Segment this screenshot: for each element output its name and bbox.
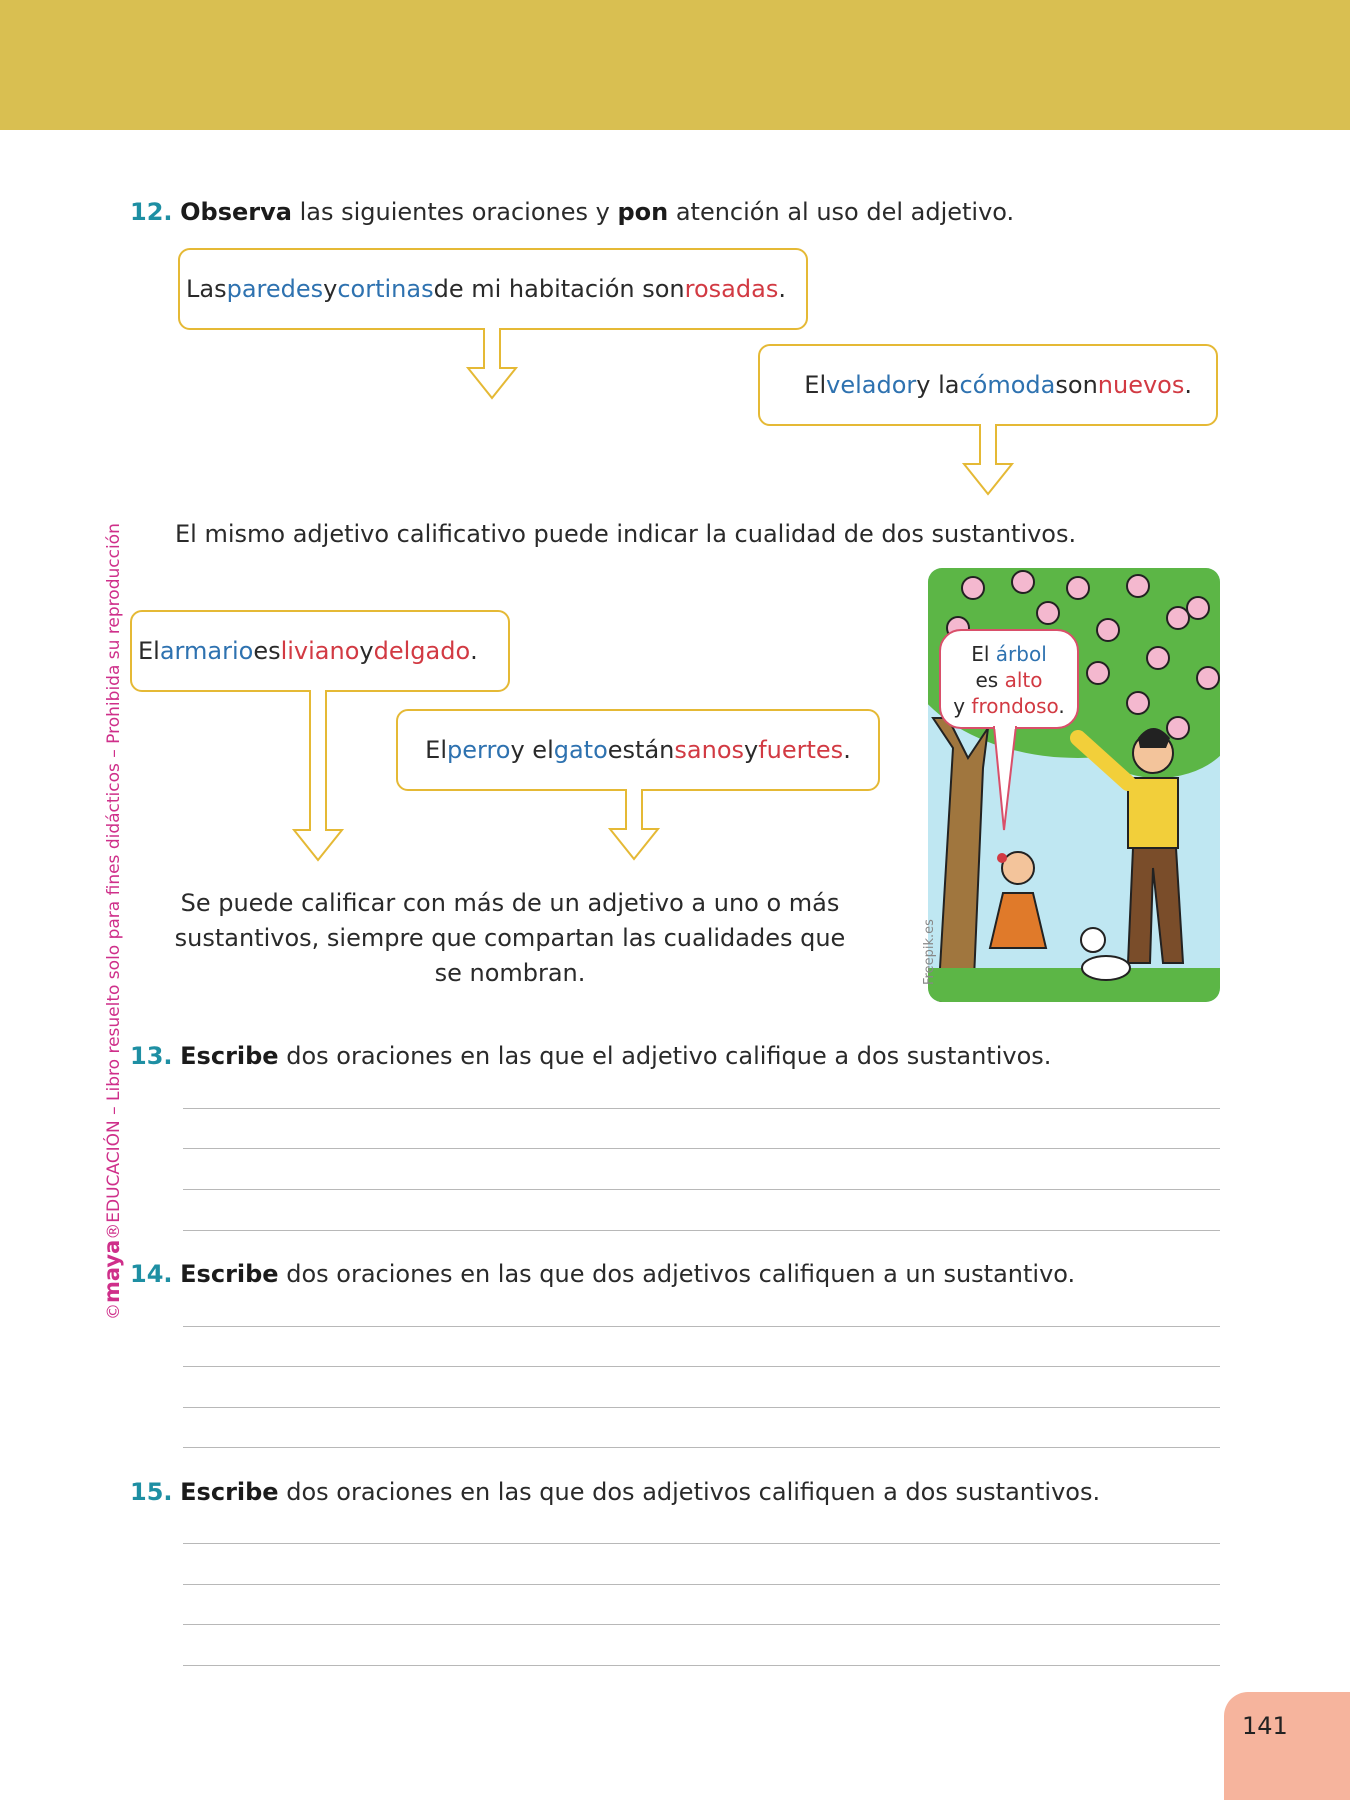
image-credit: Freepik.es — [922, 919, 937, 985]
top-banner — [0, 0, 1350, 130]
question-13: 13. Escribe dos oraciones en las que el adjetivo califique a dos sustantivos. — [130, 1042, 1052, 1070]
answer-line[interactable] — [183, 1447, 1220, 1448]
answer-line[interactable] — [183, 1326, 1220, 1327]
speech-bubble-tail — [990, 726, 1020, 836]
question-14: 14. Escribe dos oraciones en las que dos adjetivos califiquen a un sustantivo. — [130, 1260, 1076, 1288]
answer-line[interactable] — [183, 1148, 1220, 1149]
example-box-1: Las paredes y cortinas de mi habitación son rosadas . — [178, 248, 808, 330]
answer-line[interactable] — [183, 1543, 1220, 1544]
answer-line[interactable] — [183, 1624, 1220, 1625]
example-box-2: El velador y la cómoda son nuevos . — [758, 344, 1218, 426]
answer-line[interactable] — [183, 1230, 1220, 1231]
answer-line[interactable] — [183, 1108, 1220, 1109]
question-15: 15. Escribe dos oraciones en las que dos adjetivos califiquen a dos sustantivos. — [130, 1478, 1101, 1506]
answer-line[interactable] — [183, 1366, 1220, 1367]
example-box-4: El perro y el gato están sanos y fuertes . — [396, 709, 880, 791]
rule-note-1: El mismo adjetivo calificativo puede indicar la cualidad de dos sustantivos. — [175, 520, 1077, 548]
example-box-3: El armario es liviano y delgado . — [130, 610, 510, 692]
down-arrow-icon — [958, 424, 1018, 498]
down-arrow-icon — [604, 789, 664, 863]
down-arrow-icon — [288, 690, 348, 864]
answer-line[interactable] — [183, 1665, 1220, 1666]
brand-logo-text: maya — [100, 1239, 124, 1303]
answer-line[interactable] — [183, 1189, 1220, 1190]
speech-bubble: El árbol es alto y frondoso. — [939, 629, 1079, 729]
question-12: 12. Observa las siguientes oraciones y pon atención al uso del adjetivo. — [130, 198, 1015, 226]
answer-line[interactable] — [183, 1584, 1220, 1585]
down-arrow-icon — [462, 328, 522, 402]
answer-line[interactable] — [183, 1407, 1220, 1408]
page-number: 141 — [1242, 1712, 1288, 1740]
copyright-side-text: ©maya®EDUCACIÓN – Libro resuelto solo para fines didácticos – Prohibida su reproducción — [100, 523, 124, 1320]
rule-note-2: Se puede calificar con más de un adjetivo a uno o más sustantivos, siempre que compartan las cualidades que se nombran. — [174, 889, 846, 987]
page-number-tab — [1224, 1692, 1350, 1800]
